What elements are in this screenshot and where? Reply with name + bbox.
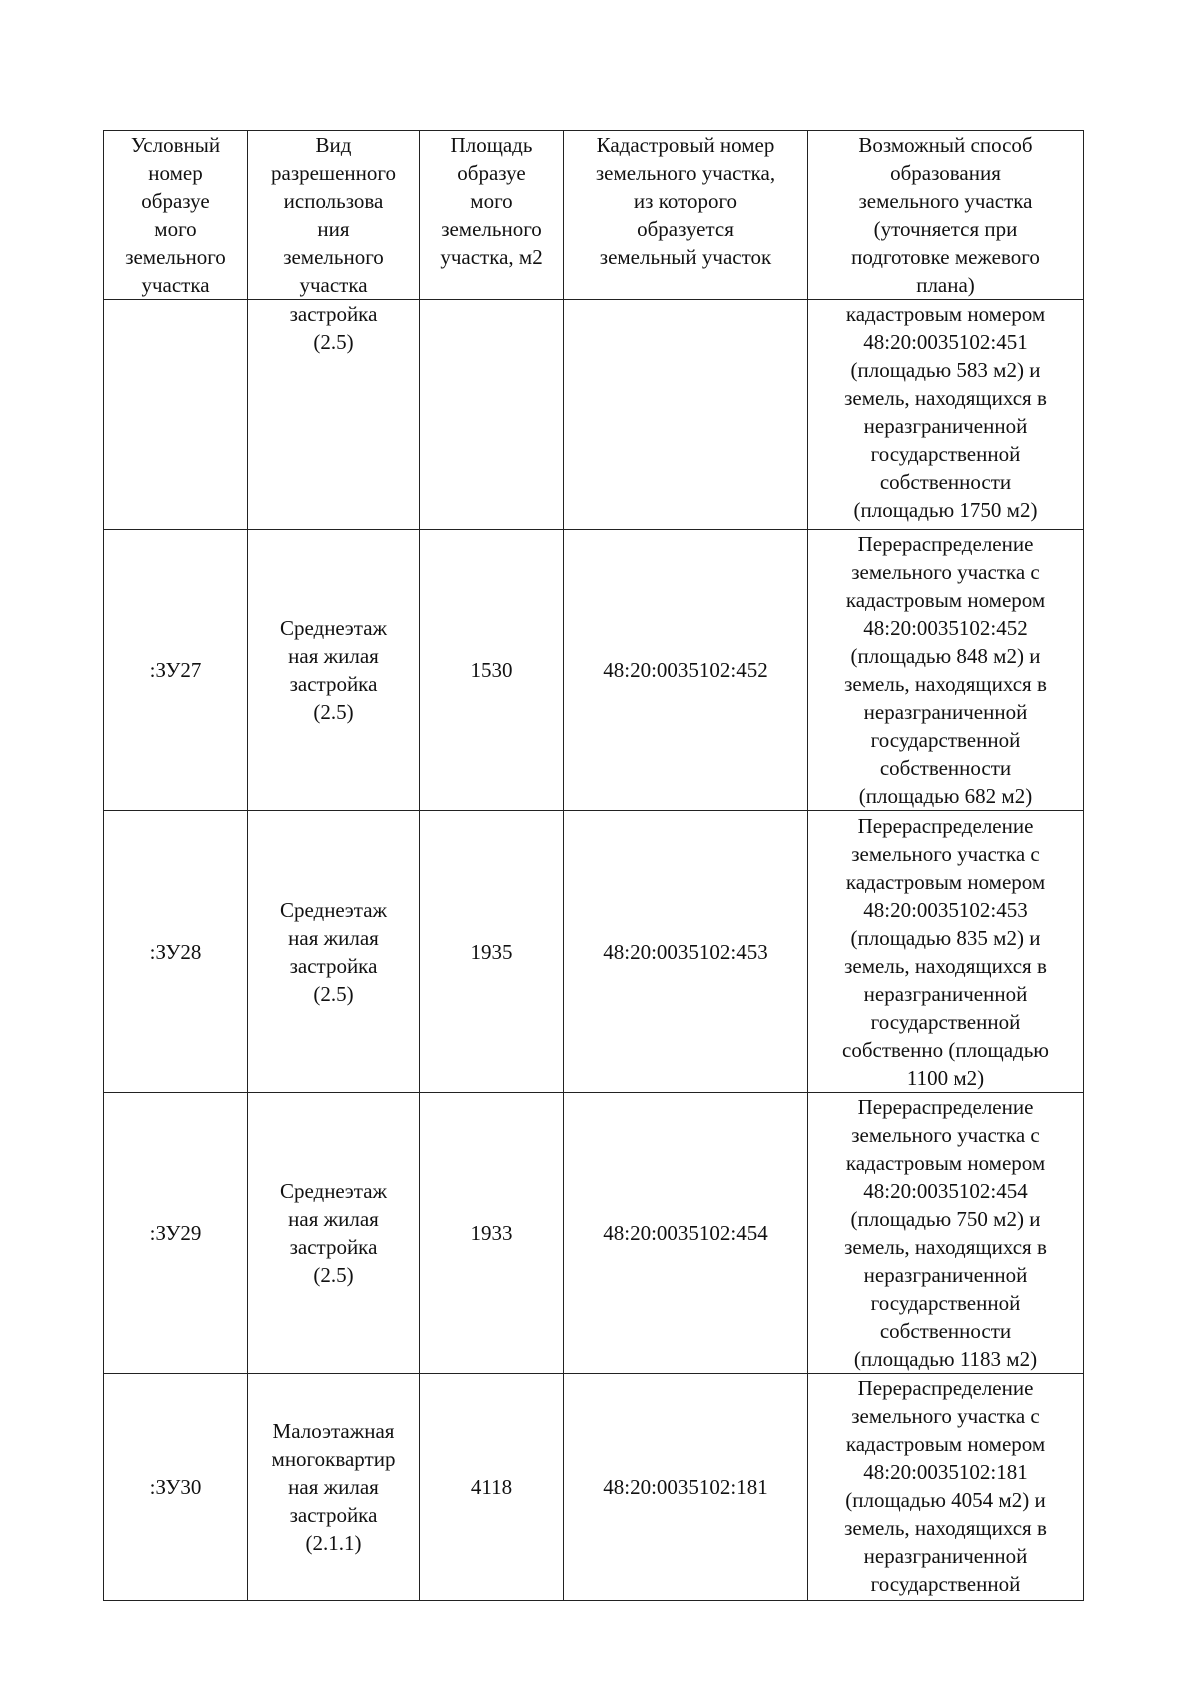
header-source-cadastral-number: Кадастровый номер земельного участка, из которого образуется земельный участок	[564, 131, 808, 300]
cell-cadastral-number: 48:20:0035102:453	[564, 811, 808, 1093]
cell-plot-area: 1933	[420, 1093, 564, 1374]
header-plot-number: Условный номер образуе мого земельного участка	[104, 131, 248, 300]
cell-plot-number: :ЗУ29	[104, 1093, 248, 1374]
header-plot-area: Площадь образуе мого земельного участка, м2	[420, 131, 564, 300]
cell-cadastral-number: 48:20:0035102:181	[564, 1374, 808, 1601]
cell-plot-number: :ЗУ27	[104, 530, 248, 811]
land-plots-table	[103, 130, 1084, 1601]
cell-formation-method: кадастровым номером 48:20:0035102:451 (площадью 583 м2) и земель, находящихся в неразграниченной государственной собственности (площадью 1750 м2)	[808, 300, 1084, 530]
cell-cadastral-number: 48:20:0035102:452	[564, 530, 808, 811]
cell-permitted-use: Среднеэтаж ная жилая застройка (2.5)	[248, 811, 420, 1093]
table-row	[104, 1093, 1084, 1374]
header-formation-method: Возможный способ образования земельного участка (уточняется при подготовке межевого плана)	[808, 131, 1084, 300]
table-row	[104, 1374, 1084, 1601]
table-row	[104, 811, 1084, 1093]
table-header-row	[104, 131, 1084, 300]
table-row	[104, 530, 1084, 811]
cell-plot-area: 1935	[420, 811, 564, 1093]
cell-cadastral-number	[564, 300, 808, 530]
cell-permitted-use: Среднеэтаж ная жилая застройка (2.5)	[248, 1093, 420, 1374]
cell-permitted-use: Малоэтажная многоквартир ная жилая застройка (2.1.1)	[248, 1374, 420, 1601]
table-row-continuation	[104, 300, 1084, 530]
cell-permitted-use: застройка (2.5)	[248, 300, 420, 530]
cell-formation-method: Перераспределение земельного участка с кадастровым номером 48:20:0035102:454 (площадью 750 м2) и земель, находящихся в неразграниченной государственной собственности (площадью 1183 м2)	[808, 1093, 1084, 1374]
header-permitted-use: Вид разрешенного использова ния земельного участка	[248, 131, 420, 300]
cell-formation-method: Перераспределение земельного участка с кадастровым номером 48:20:0035102:181 (площадью 4054 м2) и земель, находящихся в неразграниченной государственной	[808, 1374, 1084, 1601]
cell-plot-number: :ЗУ28	[104, 811, 248, 1093]
cell-plot-area	[420, 300, 564, 530]
cell-plot-area: 1530	[420, 530, 564, 811]
cell-plot-number	[104, 300, 248, 530]
cell-cadastral-number: 48:20:0035102:454	[564, 1093, 808, 1374]
cell-permitted-use: Среднеэтаж ная жилая застройка (2.5)	[248, 530, 420, 811]
cell-plot-number: :ЗУ30	[104, 1374, 248, 1601]
cell-formation-method: Перераспределение земельного участка с кадастровым номером 48:20:0035102:453 (площадью 835 м2) и земель, находящихся в неразграниченной государственной собственно (площадью 1100 м2)	[808, 811, 1084, 1093]
cell-formation-method: Перераспределение земельного участка с кадастровым номером 48:20:0035102:452 (площадью 848 м2) и земель, находящихся в неразграниченной государственной собственности (площадью 682 м2)	[808, 530, 1084, 811]
cell-plot-area: 4118	[420, 1374, 564, 1601]
